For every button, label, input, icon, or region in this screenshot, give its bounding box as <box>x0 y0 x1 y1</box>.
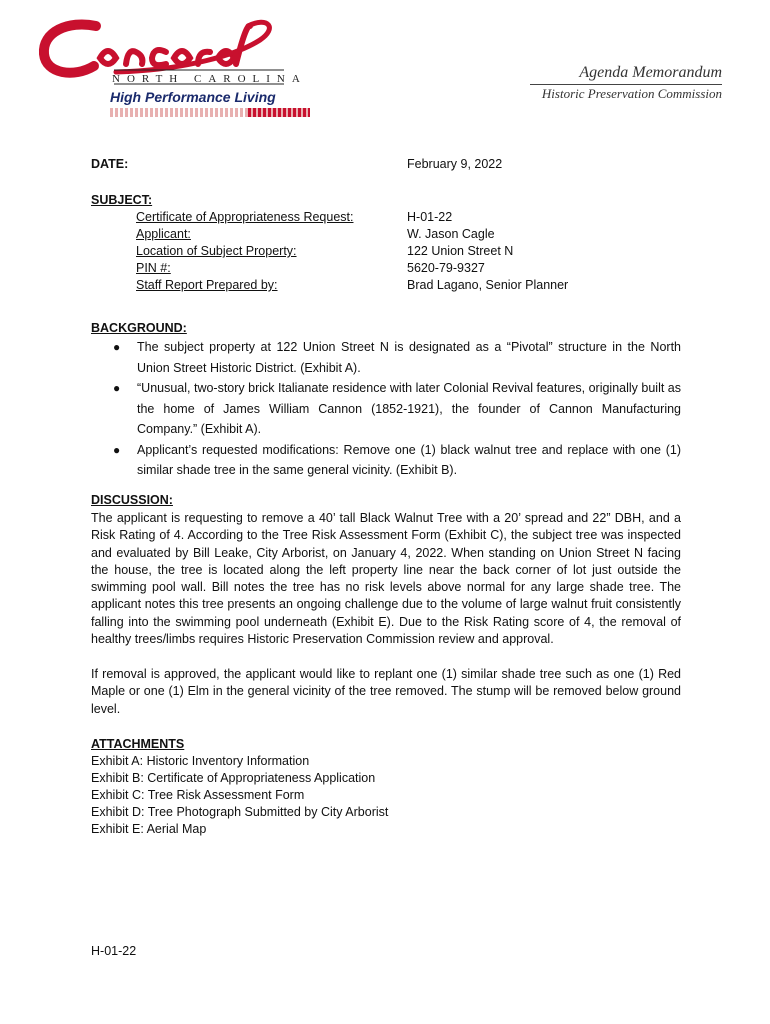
logo-state-text: NORTH CAROLINA <box>112 73 307 85</box>
date-label: DATE: <box>91 157 129 171</box>
concord-logo <box>38 18 328 128</box>
background-item-text: Applicant’s requested modifications: Remove one (1) black walnut tree and replace with one (1) similar shade tree in the same general vicinity. (Exhibit B). <box>137 442 681 477</box>
logo-tagline: High Performance Living <box>110 89 276 105</box>
attachments-label: ATTACHMENTS <box>91 737 185 751</box>
attachment-item: Exhibit D: Tree Photograph Submitted by City Arborist <box>91 805 389 819</box>
subject-row-label: PIN #: <box>136 261 171 275</box>
subject-row-value: 122 Union Street N <box>407 244 514 258</box>
subject-row-label: Staff Report Prepared by: <box>136 278 278 292</box>
list-item <box>91 378 681 440</box>
date-value: February 9, 2022 <box>407 157 503 171</box>
discussion-label: DISCUSSION: <box>91 493 173 507</box>
logo-decorative-bars-accent <box>248 108 310 117</box>
background-label: BACKGROUND: <box>91 321 187 335</box>
background-item-text: The subject property at 122 Union Street N is designated as a “Pivotal” structure in the North Union Street Historic District. (Exhibit A). <box>137 340 681 375</box>
attachment-item: Exhibit A: Historic Inventory Information <box>91 754 310 768</box>
list-item <box>91 337 681 378</box>
discussion-paragraph: The applicant is requesting to remove a 40’ tall Black Walnut Tree with a 20’ spread and 22” DBH, and a Risk Rating of 4. According to the Tree Risk Assessment Form (Exhibit C), the subject tree was inspected and evaluated by Bill Leake, City Arborist, on January 4, 2022. When standing on Union Street N facing the house, the tree is located along the left property line near the back corner of lot just outside the swimming pool wall. Bill notes the tree has no risk levels above normal for any large shade tree. The applicant notes this tree presents an ongoing challenge due to the volume of large walnut fruit consistently falling into the swimming pool underneath (Exhibit E). Due to the Risk Rating score of 4, the removal of healthy trees/limbs requires Historic Preservation Commission review and approval. <box>91 511 681 647</box>
bullet-icon: ● <box>113 381 121 395</box>
background-list <box>91 337 681 481</box>
discussion-paragraph: If removal is approved, the applicant would like to replant one (1) similar shade tree such as one (1) Red Maple or one (1) Elm in the general vicinity of the tree removed. The stump will be removed below ground level. <box>91 667 681 716</box>
subject-row-label: Applicant: <box>136 227 191 241</box>
subject-row-label: Location of Subject Property: <box>136 244 297 258</box>
attachment-item: Exhibit E: Aerial Map <box>91 822 207 836</box>
background-item-text: “Unusual, two-story brick Italianate residence with later Colonial Revival features, originally built as the home of James William Cannon (1852-1921), the founder of Cannon Manufacturing Company.” (Exhibit A). <box>137 381 681 436</box>
memo-title: Agenda Memorandum <box>579 64 722 81</box>
bullet-icon: ● <box>113 340 121 354</box>
bullet-icon: ● <box>113 442 121 457</box>
memo-title-divider <box>530 84 722 85</box>
subject-row-label: Certificate of Appropriateness Request: <box>136 210 354 224</box>
subject-row-value: H-01-22 <box>407 210 453 224</box>
subject-row-value: W. Jason Cagle <box>407 227 495 241</box>
list-item <box>91 440 681 481</box>
page-footer: H-01-22 <box>91 944 137 958</box>
subject-label: SUBJECT: <box>91 193 153 207</box>
attachment-item: Exhibit C: Tree Risk Assessment Form <box>91 788 305 802</box>
memo-subtitle: Historic Preservation Commission <box>541 86 722 101</box>
subject-row-value: Brad Lagano, Senior Planner <box>407 278 569 292</box>
subject-row-value: 5620-79-9327 <box>407 261 485 275</box>
attachment-item: Exhibit B: Certificate of Appropriateness Application <box>91 771 376 785</box>
